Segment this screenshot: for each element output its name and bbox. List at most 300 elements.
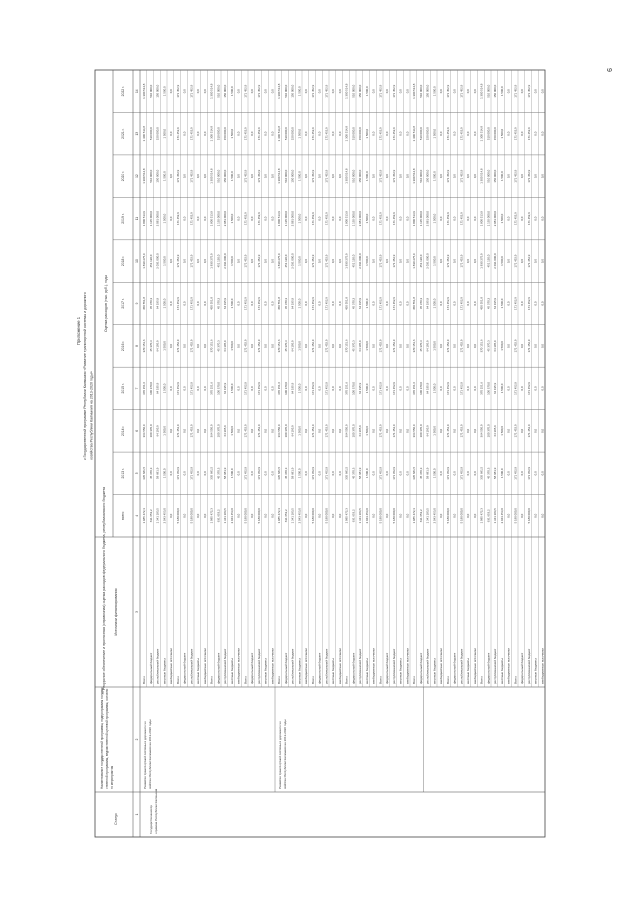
- row-value: 171 452,9: [513, 466, 518, 480]
- row-value: 64 195,9: [425, 382, 430, 395]
- row-value: 1 500,0: [499, 468, 504, 479]
- row-value: 45 370,3: [216, 297, 221, 310]
- row-value: 0,0: [533, 428, 538, 433]
- row-value: 364 550,9: [344, 424, 349, 438]
- row-value: 1 500,0: [499, 213, 504, 224]
- row-value: 171 452,9: [256, 254, 261, 268]
- row-source: местные бюджеты: [229, 658, 234, 684]
- row-value: 0,0: [236, 386, 241, 391]
- row-value: 370 151,6: [479, 339, 484, 353]
- row-value: 171 452,9: [391, 84, 396, 98]
- row-value: 171 452,9: [243, 381, 248, 395]
- row-source: федеральный бюджет: [250, 652, 255, 684]
- row-value: 510 000,0: [351, 169, 356, 183]
- row-value: 1 500,0: [364, 86, 369, 97]
- row-value: 0,0: [169, 301, 174, 306]
- row-value: 0,0: [331, 131, 336, 136]
- header-column-number: 9: [135, 302, 140, 305]
- row-value: 0,0: [331, 89, 336, 94]
- row-value: 1 500,0: [297, 128, 302, 139]
- row-source: местные бюджеты: [297, 658, 302, 684]
- row-value: 150 000,0: [223, 169, 228, 183]
- row-value: 171 452,9: [391, 169, 396, 183]
- row-value: 0,0: [472, 428, 477, 433]
- row-value: 0,0: [533, 386, 538, 391]
- row-value: 0,0: [250, 301, 255, 306]
- row-value: 1 800 513,9: [479, 210, 484, 227]
- row-value: 510 000,0: [418, 84, 423, 98]
- page-number: 9: [605, 68, 612, 72]
- row-value: 0,0: [540, 471, 545, 476]
- row-value: 171 452,9: [526, 381, 531, 395]
- row-value: 1 800 513,9: [209, 210, 214, 227]
- row-value: 370 151,6: [142, 381, 147, 395]
- row-value: 64 195,9: [493, 340, 498, 352]
- row-value: 0,0: [236, 471, 241, 476]
- row-value: 0,0: [202, 301, 207, 306]
- row-value: 0,0: [196, 89, 201, 94]
- row-value: 171 452,9: [189, 339, 194, 353]
- row-value: 64 195,9: [493, 382, 498, 395]
- row-value: 171 452,9: [526, 127, 531, 141]
- row-value: 451 120,0: [148, 254, 153, 268]
- row-value: 0,0: [317, 89, 322, 94]
- row-value: 171 452,9: [526, 212, 531, 226]
- row-value: 1 500,0: [162, 383, 167, 394]
- row-value: 150 000,0: [290, 84, 295, 98]
- row-value: 0,0: [533, 301, 538, 306]
- row-source: Всего: [513, 676, 518, 684]
- row-value: 171 452,9: [310, 381, 315, 395]
- row-value: 171 452,9: [310, 84, 315, 98]
- row-value: 0,0: [337, 343, 342, 348]
- row-value: 0,0: [405, 89, 410, 94]
- row-value: 1 135 000,0: [148, 210, 153, 227]
- row-value: 0,0: [385, 216, 390, 221]
- row-value: 0,0: [439, 301, 444, 306]
- row-value: 0,0: [202, 89, 207, 94]
- row-source: местные бюджеты: [263, 658, 268, 684]
- header-year: 2022 г.: [121, 86, 125, 97]
- row-value: 5 180 000,0: [513, 508, 518, 524]
- row-value: 5 180 000,0: [310, 508, 315, 524]
- row-value: 0,0: [337, 513, 342, 518]
- row-value: 335 681,5: [142, 466, 147, 480]
- row-value: 0,0: [405, 131, 410, 136]
- row-value: 0,0: [466, 386, 471, 391]
- row-value: 5 180 000,0: [378, 508, 383, 524]
- row-value: 64 195,9: [493, 297, 498, 310]
- row-value: 0,0: [169, 471, 174, 476]
- row-value: 0,0: [506, 131, 511, 136]
- row-value: 0,0: [182, 386, 187, 391]
- row-value: 5 180 000,0: [189, 508, 194, 524]
- row-value: 0,0: [385, 471, 390, 476]
- row-source: Всего: [175, 676, 180, 684]
- row-value: 150 000,0: [155, 169, 160, 183]
- row-value: 0,0: [506, 428, 511, 433]
- row-value: 0,0: [533, 343, 538, 348]
- row-value: 0,0: [236, 89, 241, 94]
- row-value: 0,0: [182, 301, 187, 306]
- row-value: 370 151,6: [412, 381, 417, 395]
- row-value: 171 452,9: [310, 169, 315, 183]
- row-value: 171 452,9: [324, 466, 329, 480]
- row-value: 0,0: [202, 174, 207, 179]
- row-value: 0,0: [182, 89, 187, 94]
- row-value: 171 452,9: [189, 466, 194, 480]
- row-value: 171 452,9: [445, 254, 450, 268]
- row-source: республиканский бюджет: [391, 648, 396, 684]
- row-value: 370 151,6: [344, 339, 349, 353]
- row-value: 364 550,9: [209, 424, 214, 438]
- row-value: 0,0: [385, 513, 390, 518]
- row-value: 64 195,9: [155, 382, 160, 395]
- header-year: 2017 г.: [121, 298, 125, 309]
- row-value: 171 452,9: [513, 254, 518, 268]
- row-value: 0,0: [236, 513, 241, 518]
- row-value: 0,0: [196, 386, 201, 391]
- row-value: 0,0: [337, 259, 342, 264]
- row-value: 0,0: [385, 174, 390, 179]
- row-value: 0,0: [398, 174, 403, 179]
- row-value: 100 370,0: [148, 381, 153, 395]
- row-value: 171 452,9: [378, 169, 383, 183]
- row-value: 171 452,9: [459, 339, 464, 353]
- row-value: 0,0: [398, 301, 403, 306]
- row-value: 45 370,3: [148, 297, 153, 310]
- row-value: 0,0: [304, 174, 309, 179]
- row-value: 64 195,9: [425, 340, 430, 352]
- row-value: 0,0: [196, 301, 201, 306]
- row-value: 1 500,0: [364, 426, 369, 436]
- row-value: 45 370,3: [351, 340, 356, 352]
- header-year: 2019 г.: [121, 213, 125, 224]
- row-value: 1 500,0: [297, 213, 302, 224]
- row-value: 370 151,6: [344, 381, 349, 395]
- row-value: 0,0: [439, 513, 444, 518]
- row-value: 0,0: [263, 386, 268, 391]
- row-value: 171 452,9: [324, 381, 329, 395]
- row-value: 1 500,0: [229, 171, 234, 181]
- row-value: 0,0: [520, 131, 525, 136]
- row-value: 45 370,3: [351, 467, 356, 479]
- row-source: республиканский бюджет: [223, 648, 228, 684]
- row-value: 1 500,0: [297, 383, 302, 394]
- row-value: 45 370,3: [283, 340, 288, 352]
- row-value: 0,0: [506, 216, 511, 221]
- row-value: 1 500,0: [432, 468, 437, 479]
- header-column-number: 1: [135, 813, 140, 816]
- row-value: 100 370,0: [351, 381, 356, 395]
- row-value: 0,0: [169, 428, 174, 433]
- row-value: 5 180 000,0: [526, 508, 531, 524]
- row-value: 100 370,0: [216, 381, 221, 395]
- row-value: 0,0: [472, 386, 477, 391]
- row-value: 171 452,9: [378, 381, 383, 395]
- row-value: 1 300 514,8: [277, 83, 282, 99]
- row-value: 0,0: [506, 259, 511, 264]
- row-value: 0,0: [270, 89, 275, 94]
- row-value: 150 000,0: [223, 84, 228, 98]
- row-value: 100 370,0: [283, 424, 288, 438]
- row-value: 0,0: [371, 259, 376, 264]
- row-value: 1 985 472,3: [479, 508, 484, 524]
- row-value: 451 120,0: [486, 254, 491, 268]
- row-value: 0,0: [371, 301, 376, 306]
- row-value: 1 500,0: [432, 86, 437, 97]
- caption-line: к Государственной программе Республики Калмыкия «Развитие транспортной системы и дорожного: [83, 292, 87, 460]
- appendix-label: Приложение 1: [76, 316, 81, 345]
- row-value: 150 000,0: [290, 127, 295, 141]
- row-value: 171 452,9: [526, 169, 531, 183]
- row-value: 364 550,9: [412, 424, 417, 438]
- row-value: 150 000,0: [493, 169, 498, 183]
- row-source: внебюджетные источники: [304, 648, 309, 684]
- row-value: 45 370,3: [486, 340, 491, 352]
- row-value: 0,0: [439, 471, 444, 476]
- row-value: 171 452,9: [445, 381, 450, 395]
- header-column-number: 14: [135, 89, 140, 94]
- row-value: 335 681,5: [344, 466, 349, 480]
- row-value: 0,0: [317, 131, 322, 136]
- row-value: 171 452,9: [324, 212, 329, 226]
- row-value: 171 452,9: [256, 127, 261, 141]
- row-value: 2 031 000,0: [155, 253, 160, 269]
- row-value: 1 300 514,8: [479, 83, 484, 99]
- row-value: 0,0: [304, 513, 309, 518]
- row-value: 171 452,9: [256, 424, 261, 438]
- row-value: 0,0: [452, 513, 457, 518]
- row-value: 1 985 472,3: [277, 508, 282, 524]
- header-year: 2018 г.: [121, 255, 125, 267]
- row-value: 0,0: [506, 89, 511, 94]
- row-value: 171 452,9: [391, 254, 396, 268]
- header-year: 2021 г.: [121, 128, 125, 139]
- row-value: 0,0: [236, 301, 241, 306]
- row-value: 171 452,9: [445, 169, 450, 183]
- row-value: 370 151,6: [142, 339, 147, 353]
- row-value: 1 300 514,8: [209, 168, 214, 184]
- row-value: 0,0: [466, 428, 471, 433]
- row-value: 64 195,9: [425, 297, 430, 310]
- row-value: 0,0: [182, 471, 187, 476]
- row-value: 510 000,0: [148, 169, 153, 183]
- row-value: 0,0: [317, 174, 322, 179]
- row-value: 0,0: [466, 301, 471, 306]
- row-value: 451 120,0: [216, 254, 221, 268]
- row-value: 150 000,0: [358, 84, 363, 98]
- row-value: 45 370,3: [486, 467, 491, 479]
- row-value: 171 452,9: [189, 254, 194, 268]
- row-value: 510 000,0: [283, 127, 288, 141]
- row-value: 1 300 514,8: [412, 83, 417, 99]
- row-value: 1 500,0: [229, 128, 234, 139]
- row-value: 150 000,0: [493, 84, 498, 98]
- row-value: 0,0: [506, 174, 511, 179]
- row-value: 450 551,8: [344, 297, 349, 310]
- row-source: федеральный бюджет: [216, 652, 221, 684]
- row-value: 0,0: [169, 174, 174, 179]
- row-value: 0,0: [337, 174, 342, 179]
- row-value: 171 452,9: [513, 212, 518, 226]
- row-value: 0,0: [331, 343, 336, 348]
- row-value: 0,0: [520, 386, 525, 391]
- row-value: 171 452,9: [189, 169, 194, 183]
- header-column-number: 5: [135, 472, 140, 475]
- row-value: 0,0: [263, 428, 268, 433]
- row-value: 0,0: [439, 216, 444, 221]
- row-value: 0,0: [385, 428, 390, 433]
- row-value: 1 300 514,8: [277, 126, 282, 142]
- row-value: 58 681,9: [358, 467, 363, 479]
- row-value: 0,0: [250, 513, 255, 518]
- row-value: 450 551,8: [142, 297, 147, 310]
- row-source: федеральный бюджет: [182, 652, 187, 684]
- row-source: республиканский бюджет: [493, 648, 498, 684]
- row-value: 451 120,0: [418, 254, 423, 268]
- row-value: 1 500,0: [229, 298, 234, 309]
- row-value: 5 180 000,0: [324, 508, 329, 524]
- row-value: 64 195,9: [358, 340, 363, 352]
- row-value: 0,0: [452, 386, 457, 391]
- row-value: 171 452,9: [175, 212, 180, 226]
- row-source: местные бюджеты: [533, 658, 538, 684]
- row-value: 0,0: [385, 343, 390, 348]
- row-value: 1 341 183,5: [290, 508, 295, 524]
- header-column-number: 2: [135, 738, 140, 741]
- row-value: 0,0: [250, 259, 255, 264]
- row-value: 171 452,9: [445, 212, 450, 226]
- row-value: 171 452,9: [189, 424, 194, 438]
- row-value: 45 370,3: [486, 297, 491, 310]
- row-value: 1 300 514,8: [344, 168, 349, 184]
- row-value: 0,0: [466, 471, 471, 476]
- row-value: 1 985 472,3: [142, 508, 147, 524]
- row-value: 64 195,9: [290, 340, 295, 352]
- row-value: 1 500,0: [162, 468, 167, 479]
- header-year: 2020 г.: [121, 171, 125, 182]
- row-value: 1 830 275,9: [479, 253, 484, 269]
- row-value: 100 370,0: [418, 424, 423, 438]
- row-value: 0,0: [263, 174, 268, 179]
- row-value: 631 653,2: [148, 509, 153, 523]
- row-value: 2 081 000,0: [358, 210, 363, 227]
- row-value: 171 452,9: [378, 466, 383, 480]
- row-value: 2 043 453,0: [364, 508, 369, 524]
- row-value: 0,0: [371, 216, 376, 221]
- row-value: 58 681,9: [155, 467, 160, 479]
- header-name: го мероприятия: [110, 765, 114, 789]
- row-value: 5 180 000,0: [445, 508, 450, 524]
- row-source: внебюджетные источники: [371, 648, 376, 684]
- row-value: 1 300 514,8: [412, 126, 417, 142]
- row-value: 45 370,3: [148, 467, 153, 479]
- row-value: 150 000,0: [155, 127, 160, 141]
- row-value: 171 452,9: [256, 339, 261, 353]
- row-value: 1 500,0: [364, 383, 369, 394]
- row-value: 1 830 275,9: [277, 253, 282, 269]
- row-source: Всего: [344, 676, 349, 684]
- row-value: 171 452,9: [459, 381, 464, 395]
- row-value: 64 195,9: [223, 297, 228, 310]
- row-value: 335 681,5: [479, 466, 484, 480]
- row-value: 171 452,9: [243, 212, 248, 226]
- row-value: 1 300 514,8: [412, 168, 417, 184]
- row-value: 171 452,9: [256, 84, 261, 98]
- row-value: 45 370,3: [148, 340, 153, 352]
- row-value: 100 370,0: [216, 424, 221, 438]
- row-source: республиканский бюджет: [290, 648, 295, 684]
- row-value: 0,0: [472, 259, 477, 264]
- row-value: 2 043 453,0: [499, 508, 504, 524]
- row-value: 171 452,9: [256, 212, 261, 226]
- row-value: 171 452,9: [513, 381, 518, 395]
- row-value: 171 452,9: [324, 127, 329, 141]
- row-source: Всего: [142, 676, 147, 684]
- row-value: 1 500,0: [364, 213, 369, 224]
- row-value: 0,0: [182, 343, 187, 348]
- row-value: 171 452,9: [324, 297, 329, 310]
- row-value: 0,0: [506, 513, 511, 518]
- row-value: 0,0: [466, 343, 471, 348]
- row-value: 45 370,3: [418, 297, 423, 310]
- row-value: 631 653,2: [418, 509, 423, 523]
- row-source: федеральный бюджет: [351, 652, 356, 684]
- row-value: 0,0: [466, 131, 471, 136]
- row-source: местные бюджеты: [196, 658, 201, 684]
- row-value: 171 452,9: [310, 339, 315, 353]
- header-year: всего: [121, 511, 125, 520]
- row-value: 0,0: [520, 301, 525, 306]
- row-value: 64 195,9: [155, 425, 160, 437]
- row-value: 171 452,9: [513, 169, 518, 183]
- row-value: 0,0: [270, 216, 275, 221]
- row-source: республиканский бюджет: [526, 648, 531, 684]
- row-value: 0,0: [540, 174, 545, 179]
- row-value: 510 000,0: [418, 127, 423, 141]
- header-source: Источники финансирования: [114, 588, 118, 636]
- row-value: 171 452,9: [310, 212, 315, 226]
- row-value: 171 452,9: [243, 424, 248, 438]
- row-value: 171 452,9: [175, 339, 180, 353]
- header-name: ственной программы, ведомственной целевой программы, основно: [105, 688, 109, 789]
- row-value: 1 500,0: [364, 171, 369, 181]
- row-value: 150 000,0: [358, 169, 363, 183]
- row-source: внебюджетные источники: [270, 648, 275, 684]
- row-value: 0,0: [202, 343, 207, 348]
- row-value: 171 452,9: [175, 127, 180, 141]
- row-value: 100 370,0: [351, 424, 356, 438]
- row-value: 171 452,9: [189, 84, 194, 98]
- row-value: 171 452,9: [459, 169, 464, 183]
- row-value: 1 500,0: [499, 128, 504, 139]
- row-value: 0,0: [196, 259, 201, 264]
- row-value: 1 500,0: [229, 256, 234, 266]
- row-value: 0,0: [466, 259, 471, 264]
- row-value: 0,0: [304, 216, 309, 221]
- row-value: 1 500,0: [162, 86, 167, 97]
- row-value: 1 341 183,5: [425, 508, 430, 524]
- row-value: 0,0: [520, 89, 525, 94]
- row-value: 171 452,9: [378, 424, 383, 438]
- row-value: 1 500,0: [297, 171, 302, 181]
- row-value: 0,0: [202, 216, 207, 221]
- row-value: 1 135 000,0: [351, 210, 356, 227]
- row-value: 171 452,9: [459, 424, 464, 438]
- row-value: 0,0: [317, 301, 322, 306]
- row-value: 64 195,9: [155, 340, 160, 352]
